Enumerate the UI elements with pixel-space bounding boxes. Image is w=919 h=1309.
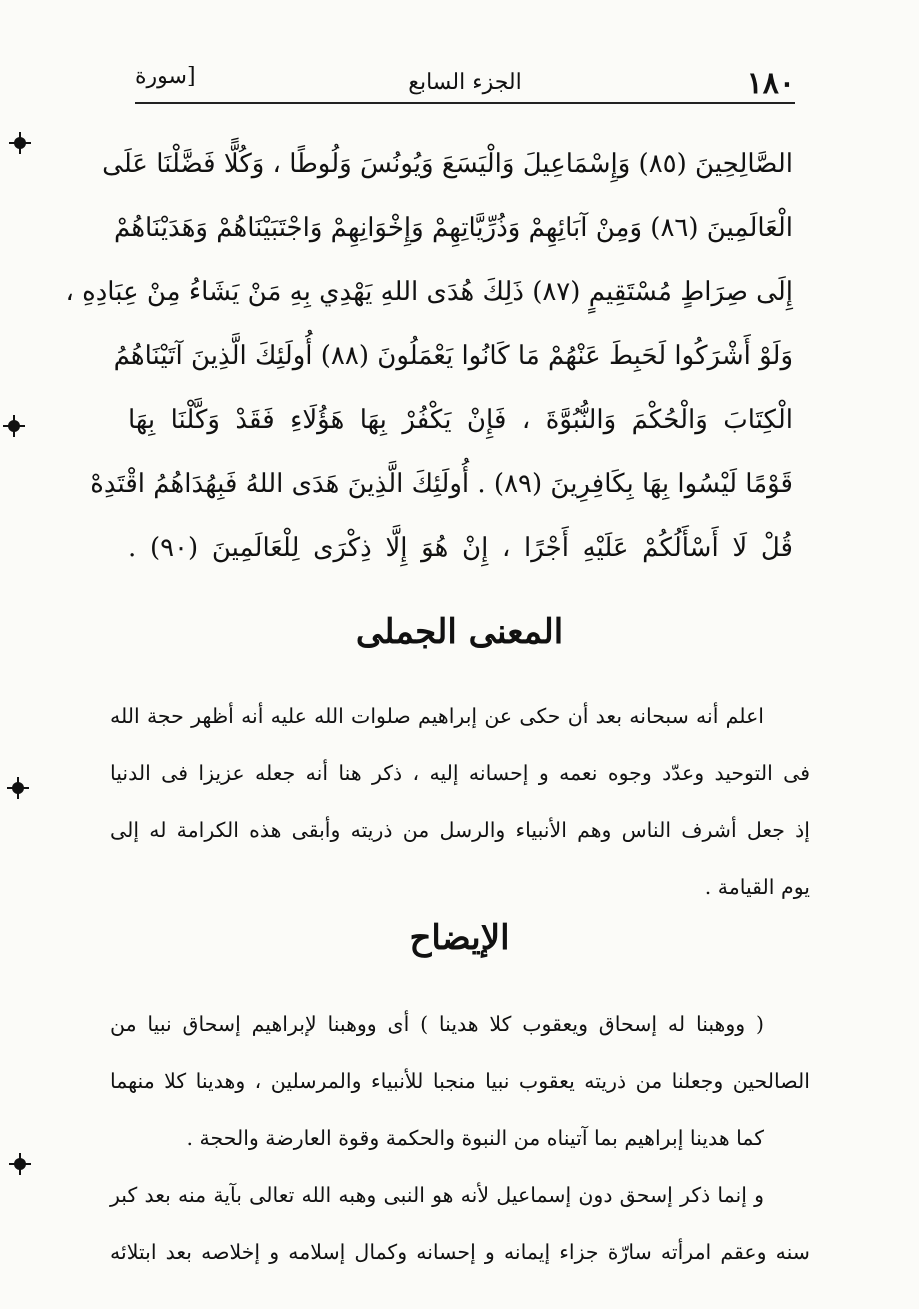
punch-hole-mark-icon	[12, 782, 24, 794]
explanation-paragraph	[110, 998, 810, 1283]
text-line: اعلم أنه سبحانه بعد أن حكى عن إبراهيم صلوات الله عليه أنه أظهر حجة الله	[110, 704, 764, 728]
text-line: إذ جعل أشرف الناس وهم الأنبياء والرسل من ذريته وأبقى هذه الكرامة له إلى	[110, 818, 810, 842]
text-line: و إنما ذكر إسحق دون إسماعيل لأنه هو النبى وهبه الله تعالى بآية منه بعد كبر	[110, 1183, 764, 1207]
section-heading-explanation: الإيضاح	[409, 918, 510, 958]
text-line: سنه وعقم امرأته سارّة جزاء إيمانه و إحسانه وكمال إسلامه و إخلاصه بعد ابتلائه	[110, 1240, 810, 1264]
general-meaning-paragraph	[110, 690, 810, 918]
punch-hole-mark-icon	[14, 137, 26, 149]
surah-label: [سورة	[135, 64, 196, 89]
text-line: ( ووهبنا له إسحاق ويعقوب كلا هدينا ) أى ووهبنا لإبراهيم إسحاق نبيا من	[110, 1012, 764, 1036]
text-line: كما هدينا إبراهيم بما آتيناه من النبوة والحكمة وقوة العارضة والحجة .	[186, 1126, 764, 1150]
quran-verses	[65, 135, 793, 583]
verse-line: وَلَوْ أَشْرَكُوا لَحَبِطَ عَنْهُمْ مَا كَانُوا يَعْمَلُونَ (٨٨) أُولَئِكَ الَّذِينَ آتَيْنَاهُمُ	[113, 341, 793, 371]
verse-line: الْكِتَابَ وَالْحُكْمَ وَالنُّبُوَّةَ ، فَإِنْ يَكْفُرْ بِهَا هَؤُلَاءِ فَقَدْ وَكَّلْنَا بِهَا	[128, 405, 793, 435]
page-number: ١٨٠	[746, 66, 795, 101]
section-heading-general-meaning: المعنى الجملى	[355, 612, 564, 652]
punch-hole-mark-icon	[14, 1158, 26, 1170]
header-rule	[135, 102, 795, 104]
text-line: فى التوحيد وعدّد وجوه نعمه و إحسانه إليه ، ذكر هنا أنه جعله عزيزا فى الدنيا	[110, 761, 810, 785]
text-line: الصالحين وجعلنا من ذريته يعقوب نبيا منجبا للأنبياء والمرسلين ، وهدينا كلا منهما	[110, 1069, 810, 1093]
verse-line: إِلَى صِرَاطٍ مُسْتَقِيمٍ (٨٧) ذَلِكَ هُدَى اللهِ يَهْدِي بِهِ مَنْ يَشَاءُ مِنْ عِبَادِهِ ،	[65, 277, 793, 307]
part-title: الجزء السابع	[408, 70, 522, 95]
text-line: يوم القيامة .	[704, 875, 810, 899]
punch-hole-mark-icon	[8, 420, 20, 432]
running-header	[135, 58, 795, 104]
verse-line: الْعَالَمِينَ (٨٦) وَمِنْ آبَائِهِمْ وَذُرِّيَّاتِهِمْ وَإِخْوَانِهِمْ وَاجْتَبَيْنَاهُمْ وَهَدَيْنَاهُمْ	[114, 213, 793, 243]
verse-line: الصَّالِحِينَ (٨٥) وَإِسْمَاعِيلَ وَالْيَسَعَ وَيُونُسَ وَلُوطًا ، وَكُلًّا فَضَّلْنَا عَلَى	[102, 149, 793, 179]
verse-line: قَوْمًا لَيْسُوا بِهَا بِكَافِرِينَ (٨٩) . أُولَئِكَ الَّذِينَ هَدَى اللهُ فَبِهُدَاهُمُ اقْتَدِهْ	[90, 469, 793, 499]
verse-line: قُلْ لَا أَسْأَلُكُمْ عَلَيْهِ أَجْرًا ، إِنْ هُوَ إِلَّا ذِكْرَى لِلْعَالَمِينَ (٩٠) .	[128, 533, 793, 563]
